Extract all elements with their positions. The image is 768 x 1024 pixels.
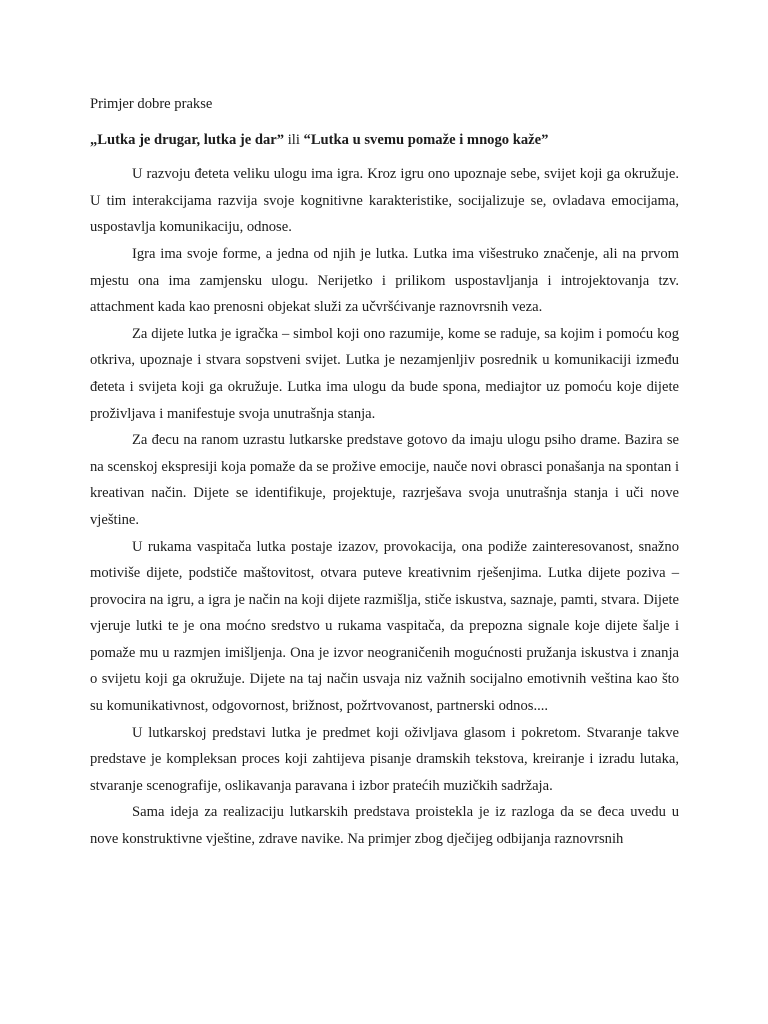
title-quote-open: „	[90, 131, 98, 148]
paragraph: Igra ima svoje forme, a jedna od njih je lutka. Lutka ima višestruko značenje, ali na prvom mjestu ona ima zamjensku ulogu. Nerijetko i prilikom uspostavljanja i introjektovanja tzv. attachment kada kao prenosni objekat služi za učvršćivanje raznovrsnih veza.	[90, 245, 679, 316]
document-body	[90, 91, 679, 853]
document-title	[90, 127, 679, 154]
paragraph: U lutkarskoj predstavi lutka je predmet koji oživljava glasom i pokretom. Stvaranje takve predstave je kompleksan proces koji zahtijeva pisanje dramskih tekstova, kreiranje i izradu lutaka, stvaranje scenografije, oslikavanja paravana i izbor pratećih muzičkih sadržaja.	[90, 724, 679, 794]
title-connector: ili	[284, 131, 304, 148]
paragraph: Sama ideja za realizaciju lutkarskih predstava proistekla je iz razloga da se đeca uvedu u nove konstruktivne vještine, zdrave navike. Na primjer zbog dječijeg odbijanja raznovrsnih	[90, 804, 679, 848]
paragraph: Za đecu na ranom uzrastu lutkarske predstave gotovo da imaju ulogu psiho drame. Bazira se na scenskoj ekspresiji koja pomaže da se prožive emocije, nauče novi obrasci ponašanja na spontan i kreativan način. Dijete se identifikuje, projektuje, razrješava svoja unutrašnja stanja i uči nove vještine.	[90, 432, 679, 528]
title-quote-close-2: ”	[541, 131, 549, 148]
title-quote-open-2: “	[303, 131, 311, 148]
title-quote-close-1: ”	[276, 131, 285, 148]
paragraph: U rukama vaspitača lutka postaje izazov, provokacija, ona podiže zainteresovanost, snažno motiviše dijete, podstiče maštovitost, otvara puteve kreativnim rješenjima. Lutka dijete poziva – provocira na igru, a igra je način na koji dijete razmišlja, stiče iskustva, saznaje, pamti, stvara. Dijete vjeruje lutki te je ona moćno sredstvo u rukama vaspitača, da prepozna signale koje dijete šalje i pomaže mu u razmjen imišljenja. Ona je izvor neograničenih mogućnosti pružanja iskustva i znanja o svijetu koji ga okružuje. Dijete na taj način usvaja niz važnih socijalno emotivnih veština kao što su komunikativnost, odgovornost, brižnost, požrtvovanost, partnerski odnos....	[90, 538, 679, 715]
title-part-2: Lutka u svemu pomaže i mnogo kaže	[310, 131, 542, 148]
document-label: Primjer dobre prakse	[90, 96, 213, 112]
title-part-1: Lutka je drugar, lutka je dar	[97, 131, 277, 148]
paragraph: Za dijete lutka je igračka – simbol koji ono razumije, kome se raduje, sa kojim i pomoću kog otkriva, upoznaje i stvara sopstveni svijet. Lutka je nezamjenljiv posrednik u komunikaciji između đeteta i svijeta koji ga okružuje. Lutka ima ulogu da bude spona, mediajtor uz pomoću koje dijete proživljava i manifestuje svoja unutrašnja stanja.	[90, 325, 679, 422]
paragraph: U razvoju đeteta veliku ulogu ima igra. Kroz igru ono upoznaje sebe, svijet koji ga okružuje. U tim interakcijama razvija svoje kognitivne karakteristike, socijalizuje se, ovladava emocijama, uspostavlja komunikaciju, odnose.	[90, 166, 679, 236]
